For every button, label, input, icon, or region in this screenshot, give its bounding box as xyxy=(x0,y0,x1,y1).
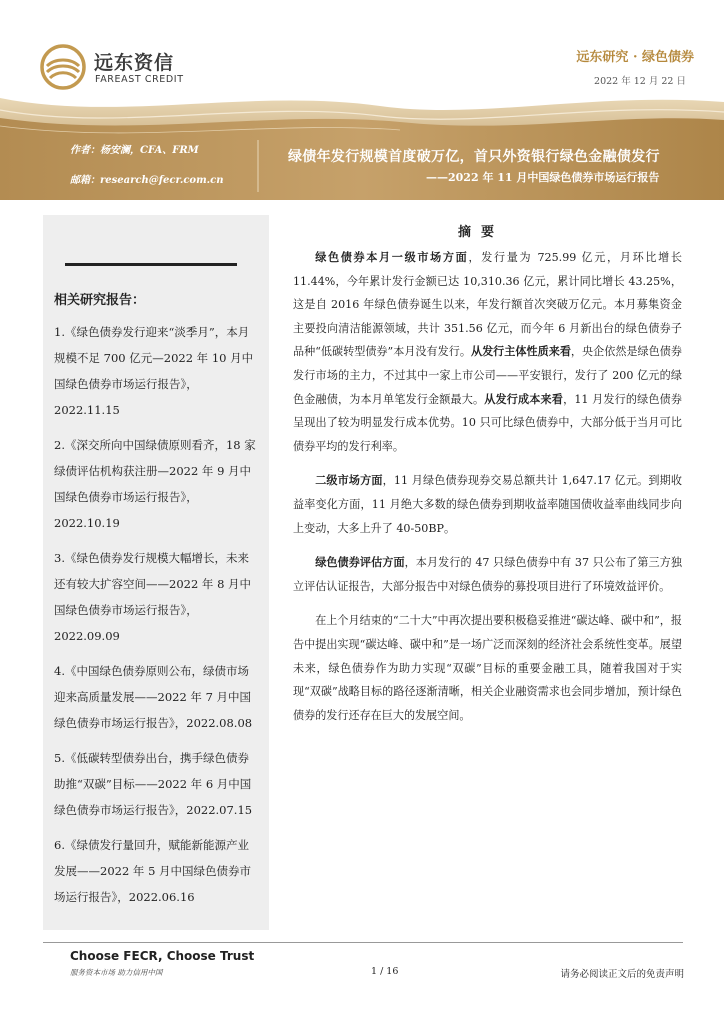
page-number: 1 / 16 xyxy=(371,966,399,977)
report-date: 2022 年 12 月 22 日 xyxy=(594,76,686,87)
series-label: 远东研究 · 绿色债券 xyxy=(576,50,694,65)
related-reports-heading: 相关研究报告： xyxy=(54,293,146,308)
para-text: ，11 月发行的绿色债券呈现出了较为明显发行成本优势。10 只可比绿色债券中，大部分低于当月可比债券平均的发行利率。 xyxy=(293,392,682,453)
author-email: 邮箱：research@fecr.com.cn xyxy=(70,175,224,186)
para-lead: 绿色债券本月一级市场方面 xyxy=(315,251,469,264)
report-title: 绿债年发行规模首度破万亿，首只外资银行绿色金融债发行 xyxy=(288,149,660,165)
footer-disclaimer: 请务必阅读正文后的免责声明 xyxy=(560,969,684,980)
related-report-item: 6.《绿债发行量回升，赋能新能源产业发展——2022 年 5 月中国绿色债券市场运行报告》，2022.06.16 xyxy=(54,838,252,904)
related-reports-sidebar xyxy=(43,215,269,930)
company-logo xyxy=(40,44,210,90)
footer-divider xyxy=(43,942,683,943)
abstract-paragraph-evaluation xyxy=(293,551,682,598)
para-text: ，发行量为 725.99 亿元，月环比增长 11.44%，今年累计发行金额已达 10,310.36 亿元，累计同比增长 43.25%，这是自 2016 年绿色债券诞生以来，年发行额首次突破万亿元。本月募集资金主要投向清洁能源领域，共计 351.56 亿元，而今年 6 月新出台的绿色债券子品种“低碳转型债券”本月没有发行。 xyxy=(293,251,682,359)
abstract-heading: 摘要 xyxy=(458,225,505,240)
related-report-item: 3.《绿色债券发行规模大幅增长，未来还有较大扩容空间——2022 年 8 月中国绿色债券市场运行报告》，2022.09.09 xyxy=(54,551,252,643)
related-reports-list xyxy=(54,319,260,919)
para-lead: 从发行成本来看 xyxy=(484,392,564,406)
para-lead: 二级市场方面 xyxy=(315,474,383,488)
related-report-item: 2.《深交所向中国绿债原则看齐，18 家绿债评估机构获注册—2022 年 9 月中国绿色债券市场运行报告》，2022.10.19 xyxy=(54,438,256,530)
para-lead: 从发行主体性质来看 xyxy=(470,345,571,359)
logo-text-cn: 远东资信 xyxy=(94,52,175,74)
para-text: ，11 月绿色债券现券交易总额共计 1,647.17 亿元。到期收益率变化方面，11 月绝大多数的绿色债券到期收益率随国债收益率曲线同步向上变动，大多上升了 40-50BP。 xyxy=(293,474,682,535)
report-subtitle: ——2022 年 11 月中国绿色债券市场运行报告 xyxy=(426,171,660,184)
footer-subslogan: 服务资本市场 助力信用中国 xyxy=(70,968,163,977)
para-text: ，本月发行的 47 只绿色债券中有 37 只公布了第三方独立评估认证报告，大部分报告中对绿色债券的募投项目进行了环境效益评价。 xyxy=(293,556,682,593)
author-info: 作者：杨安澜，CFA、FRM xyxy=(70,145,199,156)
related-report-item: 4.《中国绿色债券原则公布，绿债市场迎来高质量发展——2022 年 7 月中国绿色债券市场运行报告》，2022.08.08 xyxy=(54,664,253,730)
logo-mark-icon xyxy=(40,44,86,90)
para-text: ，央企依然是绿色债券发行市场的主力，不过其中一家上市公司——平安银行，发行了 200 亿元的绿色金融债，为本月单笔发行金额最大。 xyxy=(293,345,682,406)
sidebar-divider xyxy=(65,263,237,266)
abstract-paragraph-outlook: 在上个月结束的“二十大”中再次提出要积极稳妥推进“碳达峰、碳中和”，报告中提出实现“碳达峰、碳中和”是一场广泛而深刻的经济社会系统性变革。展望未来，绿色债券作为助力实现“双碳”目标的重要金融工具，随着我国对于实现“双碳”战略目标的路径逐渐清晰，相关企业融资需求也会同步增加，预计绿色债券的发行还存在巨大的发展空间。 xyxy=(293,614,682,722)
abstract-body xyxy=(293,246,682,738)
logo-text-en: FAREAST CREDIT xyxy=(95,74,184,85)
footer-slogan: Choose FECR, Choose Trust xyxy=(70,949,255,963)
abstract-paragraph-primary-market xyxy=(293,246,682,458)
related-report-item: 1.《绿色债券发行迎来“淡季月”，本月规模不足 700 亿元—2022 年 10 月中国绿色债券市场运行报告》，2022.11.15 xyxy=(54,325,254,417)
para-lead: 绿色债券评估方面 xyxy=(315,556,405,570)
related-report-item: 5.《低碳转型债券出台，携手绿色债券助推“双碳”目标——2022 年 6 月中国绿色债券市场运行报告》，2022.07.15 xyxy=(54,751,253,817)
abstract-paragraph-secondary-market xyxy=(293,469,682,540)
